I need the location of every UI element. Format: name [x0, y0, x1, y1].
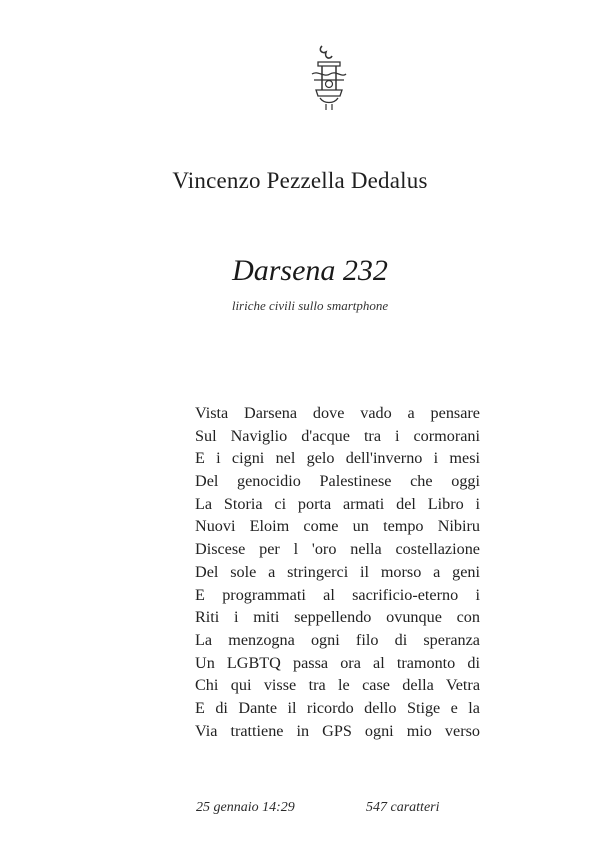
- book-subtitle: liriche civili sullo smartphone: [231, 298, 389, 313]
- poem-line: Sul Naviglio d'acque tra i cormorani: [195, 426, 480, 445]
- poem-line: Discese per l 'oro nella costellazione: [195, 540, 480, 559]
- poem-line: Del sole a stringerci il morso a geni: [195, 562, 480, 581]
- author-name: Vincenzo Pezzella Dedalus: [172, 168, 428, 193]
- poem-line: E programmati al sacrificio-eterno i: [195, 585, 480, 604]
- poem-line: Riti i miti seppellendo ovunque con: [195, 608, 480, 627]
- publisher-logo-icon: [300, 40, 356, 118]
- poem-line: Vista Darsena dove vado a pensare: [195, 404, 480, 422]
- poem-line: Del genocidio Palestinese che oggi: [195, 472, 480, 491]
- footer-character-count: 547 caratteri: [366, 800, 440, 815]
- poem-line: Chi qui visse tra le case della Vetra: [195, 676, 480, 695]
- poem-body: [195, 402, 480, 742]
- poem-line: La menzogna ogni filo di speranza: [195, 630, 480, 649]
- footer-date: 25 gennaio 14:29: [196, 800, 295, 815]
- poem-line: E di Dante il ricordo dello Stige e la: [195, 698, 480, 717]
- poem-line: Nuovi Eloim come un tempo Nibiru: [195, 517, 480, 536]
- poem-line: Via trattiene in GPS ogni mio verso: [195, 721, 480, 740]
- poem-line: La Storia ci porta armati del Libro i: [195, 494, 480, 513]
- book-title: Darsena 232: [232, 254, 388, 287]
- poem-line: Un LGBTQ passa ora al tramonto di: [195, 653, 480, 672]
- poem-line: E i cigni nel gelo dell'inverno i mesi: [195, 449, 480, 468]
